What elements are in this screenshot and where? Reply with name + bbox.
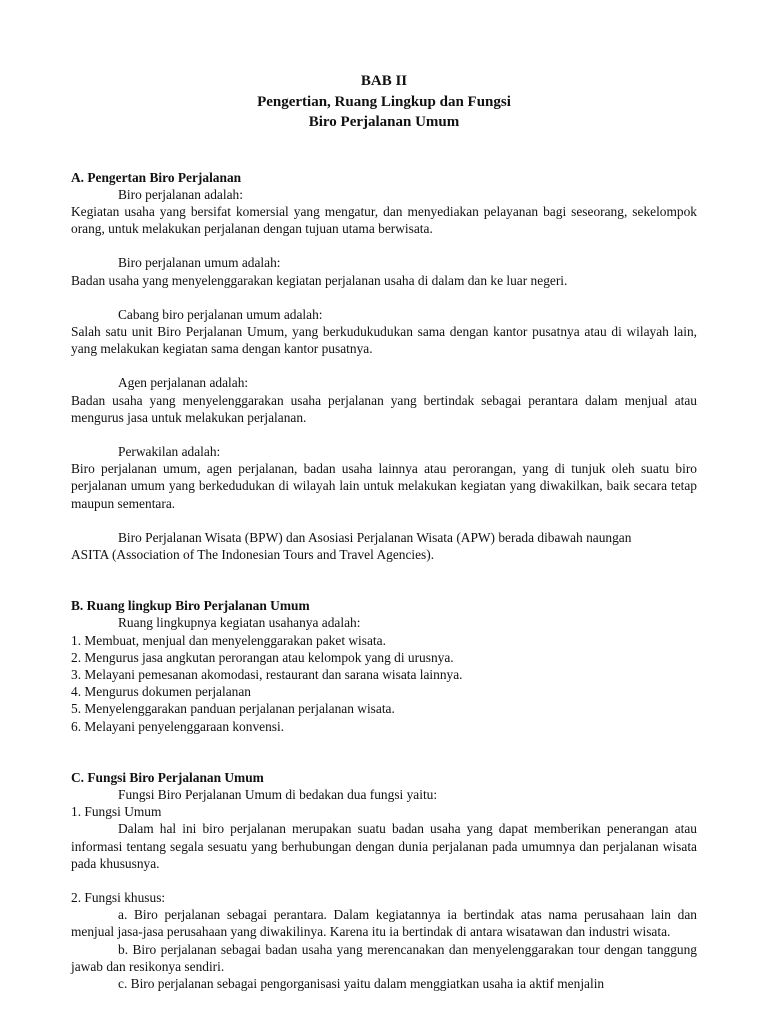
section-a-heading: A. Pengertan Biro Perjalanan bbox=[71, 169, 242, 185]
asita-note-line1: Biro Perjalanan Wisata (BPW) dan Asosiasi Perjalanan Wisata (APW) berada dibawah naungan bbox=[118, 529, 632, 545]
definition-term: Agen perjalanan adalah: bbox=[118, 375, 249, 391]
section-b-intro: Ruang lingkupnya kegiatan usahanya adalah: bbox=[118, 615, 361, 631]
chapter-title-line2: Biro Perjalanan Umum bbox=[308, 114, 460, 130]
section-c-heading: C. Fungsi Biro Perjalanan Umum bbox=[71, 769, 264, 785]
list-item: 1. Membuat, menjual dan menyelenggarakan paket wisata. bbox=[71, 632, 386, 648]
definition-term: Cabang biro perjalanan umum adalah: bbox=[118, 306, 323, 322]
list-item: 5. Menyelenggarakan panduan perjalanan perjalanan wisata. bbox=[71, 701, 395, 717]
special-function-label: 2. Fungsi khusus: bbox=[71, 890, 166, 905]
general-function-label: 1. Fungsi Umum bbox=[71, 804, 162, 820]
asita-note-line2: ASITA (Association of The Indonesian Tours and Travel Agencies). bbox=[71, 546, 435, 562]
definition-text: Biro perjalanan umum, agen perjalanan, badan usaha lainnya atau perorangan, yang di tunjuk oleh suatu biro perjalanan umum yang berkedudukan di wilayah lain untuk melakukan kegiatan yang diwakilkan, baik secara tetap maupun sementara. bbox=[71, 461, 697, 511]
special-function-item: a. Biro perjalanan sebagai perantara. Dalam kegiatannya ia bertindak atas nama perusahaan lain dan menjual jasa-jasa perusahaan yang diwakilinya. Karena itu ia bertindak di antara wisatawan dan industri wisata. bbox=[71, 907, 697, 940]
list-item: 2. Mengurus jasa angkutan perorangan atau kelompok yang di urusnya. bbox=[71, 649, 454, 665]
general-function-text: Dalam hal ini biro perjalanan merupakan suatu badan usaha yang dapat memberikan penerangan atau informasi tentang segala sesuatu yang berhubungan dengan dunia perjalanan pada umumnya dan perjalanan wisata pada khususnya. bbox=[71, 821, 697, 871]
chapter-title-line1: Pengertian, Ruang Lingkup dan Fungsi bbox=[257, 93, 511, 110]
list-item: 3. Melayani pemesanan akomodasi, restaurant dan sarana wisata lainnya. bbox=[71, 666, 463, 682]
definition-term: Perwakilan adalah: bbox=[118, 443, 221, 459]
chapter-number: BAB II bbox=[360, 73, 408, 89]
section-b-heading: B. Ruang lingkup Biro Perjalanan Umum bbox=[71, 598, 310, 614]
chapter-header bbox=[0, 71, 768, 133]
section-c-intro: Fungsi Biro Perjalanan Umum di bedakan dua fungsi yaitu: bbox=[118, 786, 438, 802]
definition-text: Salah satu unit Biro Perjalanan Umum, yang berkudukudukan sama dengan kantor pusatnya atau di wilayah lain, yang melakukan kegiatan sama dengan kantor pusatnya. bbox=[71, 323, 697, 357]
definition-text: Kegiatan usaha yang bersifat komersial yang mengatur, dan menyediakan pelayanan bagi seseorang, sekelompok orang, untuk melakukan perjalanan dengan tujuan utama berwisata. bbox=[71, 203, 697, 237]
definition-term: Biro perjalanan adalah: bbox=[118, 186, 243, 202]
definition-term: Biro perjalanan umum adalah: bbox=[118, 255, 281, 271]
list-item: 6. Melayani penyelenggaraan konvensi. bbox=[71, 718, 285, 734]
document-body bbox=[71, 169, 697, 993]
special-function-item: c. Biro perjalanan sebagai pengorganisasi yaitu dalam menggiatkan usaha ia aktif menjalin bbox=[118, 976, 605, 992]
list-item: 4. Mengurus dokumen perjalanan bbox=[71, 684, 251, 700]
definition-text: Badan usaha yang menyelenggarakan kegiatan perjalanan usaha di dalam dan ke luar negeri. bbox=[71, 272, 568, 288]
definition-text: Badan usaha yang menyelenggarakan usaha perjalanan yang bertindak sebagai perantara dalam menjual atau mengurus jasa untuk melakukan perjalanan. bbox=[71, 392, 697, 425]
special-function-item: b. Biro perjalanan sebagai badan usaha yang merencanakan dan menyelenggarakan tour dengan tanggung jawab dan resikonya sendiri. bbox=[71, 941, 697, 974]
